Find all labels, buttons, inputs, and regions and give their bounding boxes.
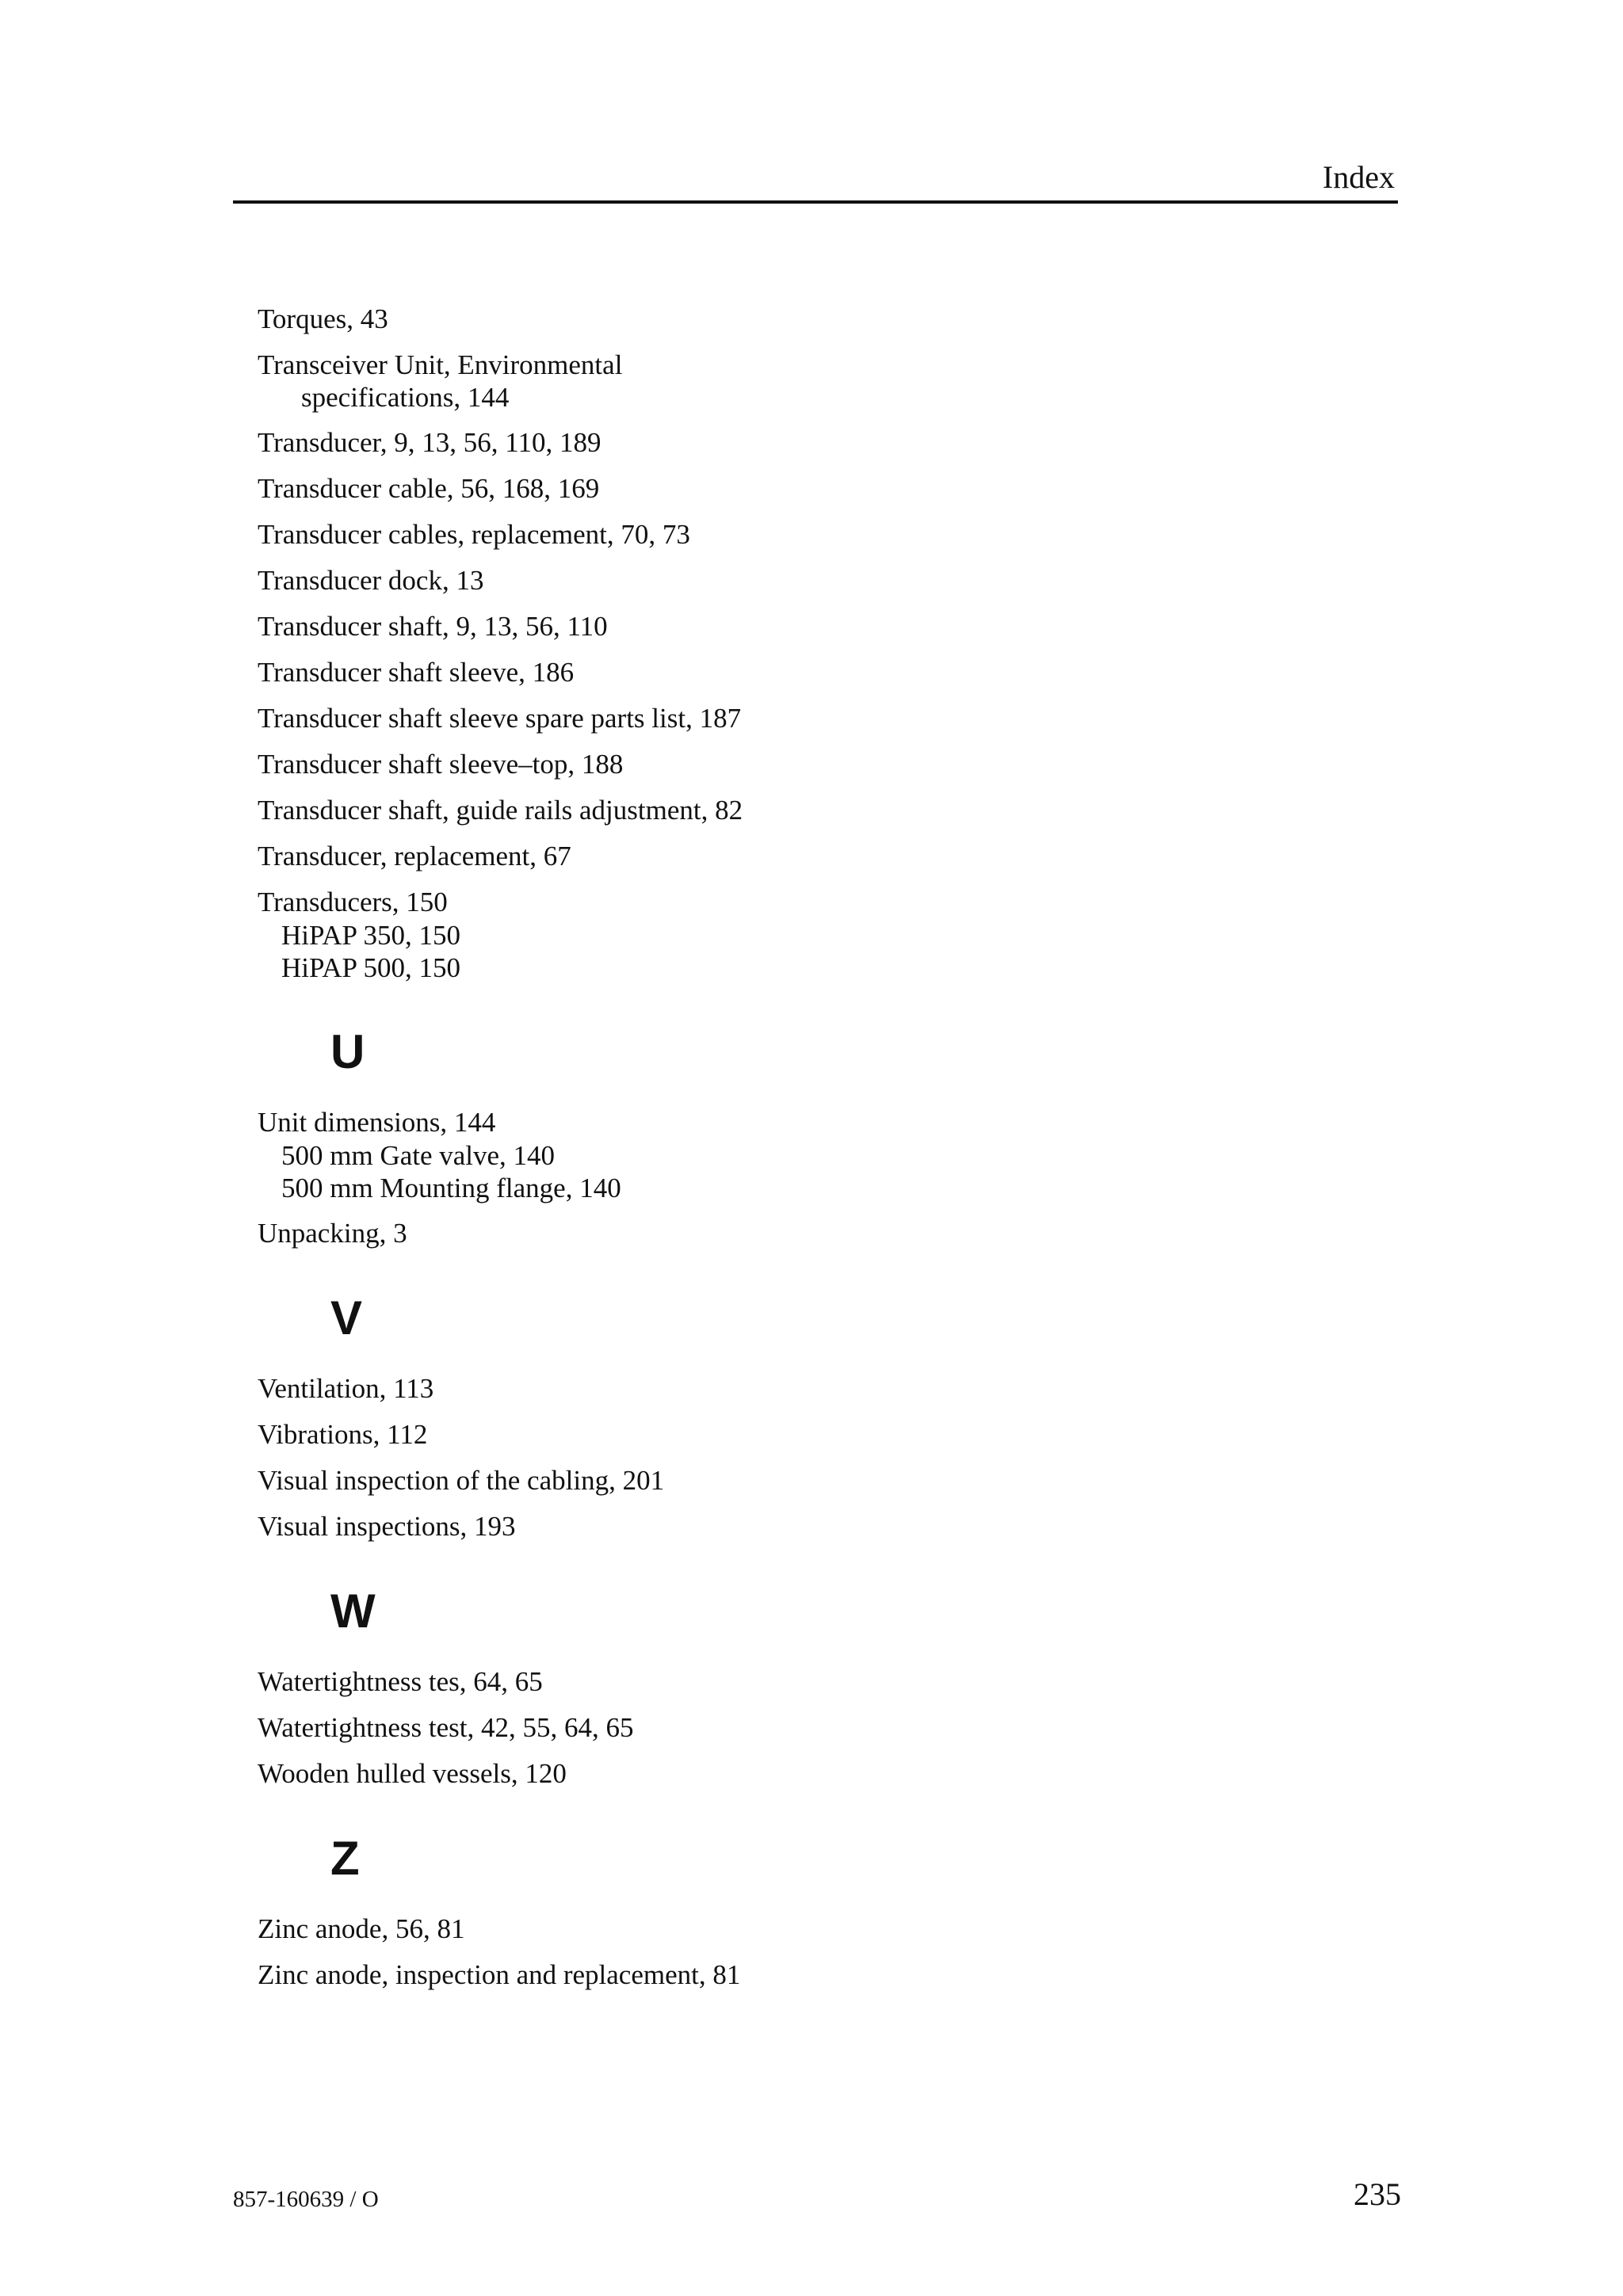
index-entry xyxy=(258,1418,1288,1451)
index-entry-text: Transducer shaft, guide rails adjustment, 82 xyxy=(258,795,743,826)
index-entry xyxy=(258,1757,1288,1791)
index-entry xyxy=(258,1510,1288,1543)
index-entry-text: Wooden hulled vessels, 120 xyxy=(258,1758,567,1789)
index-entry xyxy=(258,656,1288,689)
index-entry-text: Transducer cable, 56, 168, 169 xyxy=(258,473,600,504)
index-entry-continuation: specifications, 144 xyxy=(301,382,510,413)
index-subentry: 500 mm Mounting flange, 140 xyxy=(281,1173,621,1203)
index-entry-text: Unpacking, 3 xyxy=(258,1218,407,1249)
index-subentry: HiPAP 500, 150 xyxy=(281,952,460,983)
index-entry-text: Ventilation, 113 xyxy=(258,1373,434,1404)
index-entry xyxy=(258,1958,1288,1992)
index-entry-text: Zinc anode, inspection and replacement, 81 xyxy=(258,1959,741,1990)
index-entry xyxy=(258,564,1288,597)
index-entry xyxy=(258,1665,1288,1699)
index-entry xyxy=(258,1711,1288,1745)
index-entry-text: Zinc anode, 56, 81 xyxy=(258,1913,465,1944)
index-entry xyxy=(258,702,1288,735)
header-rule xyxy=(233,200,1398,204)
index-entry xyxy=(258,1372,1288,1405)
index-entry-text: Transducer cables, replacement, 70, 73 xyxy=(258,519,690,550)
index-entry xyxy=(258,840,1288,873)
index-entry xyxy=(258,1913,1288,1946)
index-entry-text: Transducer shaft, 9, 13, 56, 110 xyxy=(258,611,608,642)
index-entry-text: Transducers, 150 xyxy=(258,887,448,917)
index-entry xyxy=(258,349,1288,414)
running-header-title: Index xyxy=(1322,159,1395,195)
index-entry xyxy=(258,610,1288,643)
section-letter: W xyxy=(330,1585,376,1638)
index-entry-text: Torques, 43 xyxy=(258,303,388,334)
index-entry xyxy=(258,1106,1288,1204)
index-entry xyxy=(258,794,1288,827)
index-entry xyxy=(258,472,1288,505)
index-entry xyxy=(258,1217,1288,1250)
index-entry-text: Transducer shaft sleeve spare parts list, 187 xyxy=(258,703,742,734)
index-entry xyxy=(258,426,1288,460)
index-subentry: 500 mm Gate valve, 140 xyxy=(281,1140,556,1171)
index-entry-text: Watertightness test, 42, 55, 64, 65 xyxy=(258,1712,634,1743)
footer-document-number: 857-160639 / O xyxy=(233,2187,379,2212)
index-entry-text: Transducer shaft sleeve–top, 188 xyxy=(258,749,624,780)
index-entry xyxy=(258,1464,1288,1497)
index-entry xyxy=(258,748,1288,781)
section-letter: U xyxy=(330,1025,365,1078)
section-letter: V xyxy=(330,1291,363,1344)
index-entry xyxy=(258,303,1288,336)
index-entry-text: Transducer, replacement, 67 xyxy=(258,841,571,871)
index-entry xyxy=(258,886,1288,984)
section-letter: Z xyxy=(330,1832,360,1885)
index-entry-text: Transducer dock, 13 xyxy=(258,565,484,596)
index-entry-text: Watertightness tes, 64, 65 xyxy=(258,1666,543,1697)
index-entry-text: Transducer, 9, 13, 56, 110, 189 xyxy=(258,427,601,458)
index-entry-text: Transceiver Unit, Environmental xyxy=(258,349,623,380)
index-entry-text: Transducer shaft sleeve, 186 xyxy=(258,657,575,688)
index-entry xyxy=(258,518,1288,551)
index-entry-text: Visual inspection of the cabling, 201 xyxy=(258,1465,665,1496)
index-entry-text: Unit dimensions, 144 xyxy=(258,1107,496,1138)
index-entry-text: Vibrations, 112 xyxy=(258,1419,428,1450)
footer-page-number: 235 xyxy=(1354,2176,1401,2212)
index-subentry: HiPAP 350, 150 xyxy=(281,920,460,951)
index-entry-text: Visual inspections, 193 xyxy=(258,1511,516,1542)
index-body xyxy=(258,303,1288,2004)
